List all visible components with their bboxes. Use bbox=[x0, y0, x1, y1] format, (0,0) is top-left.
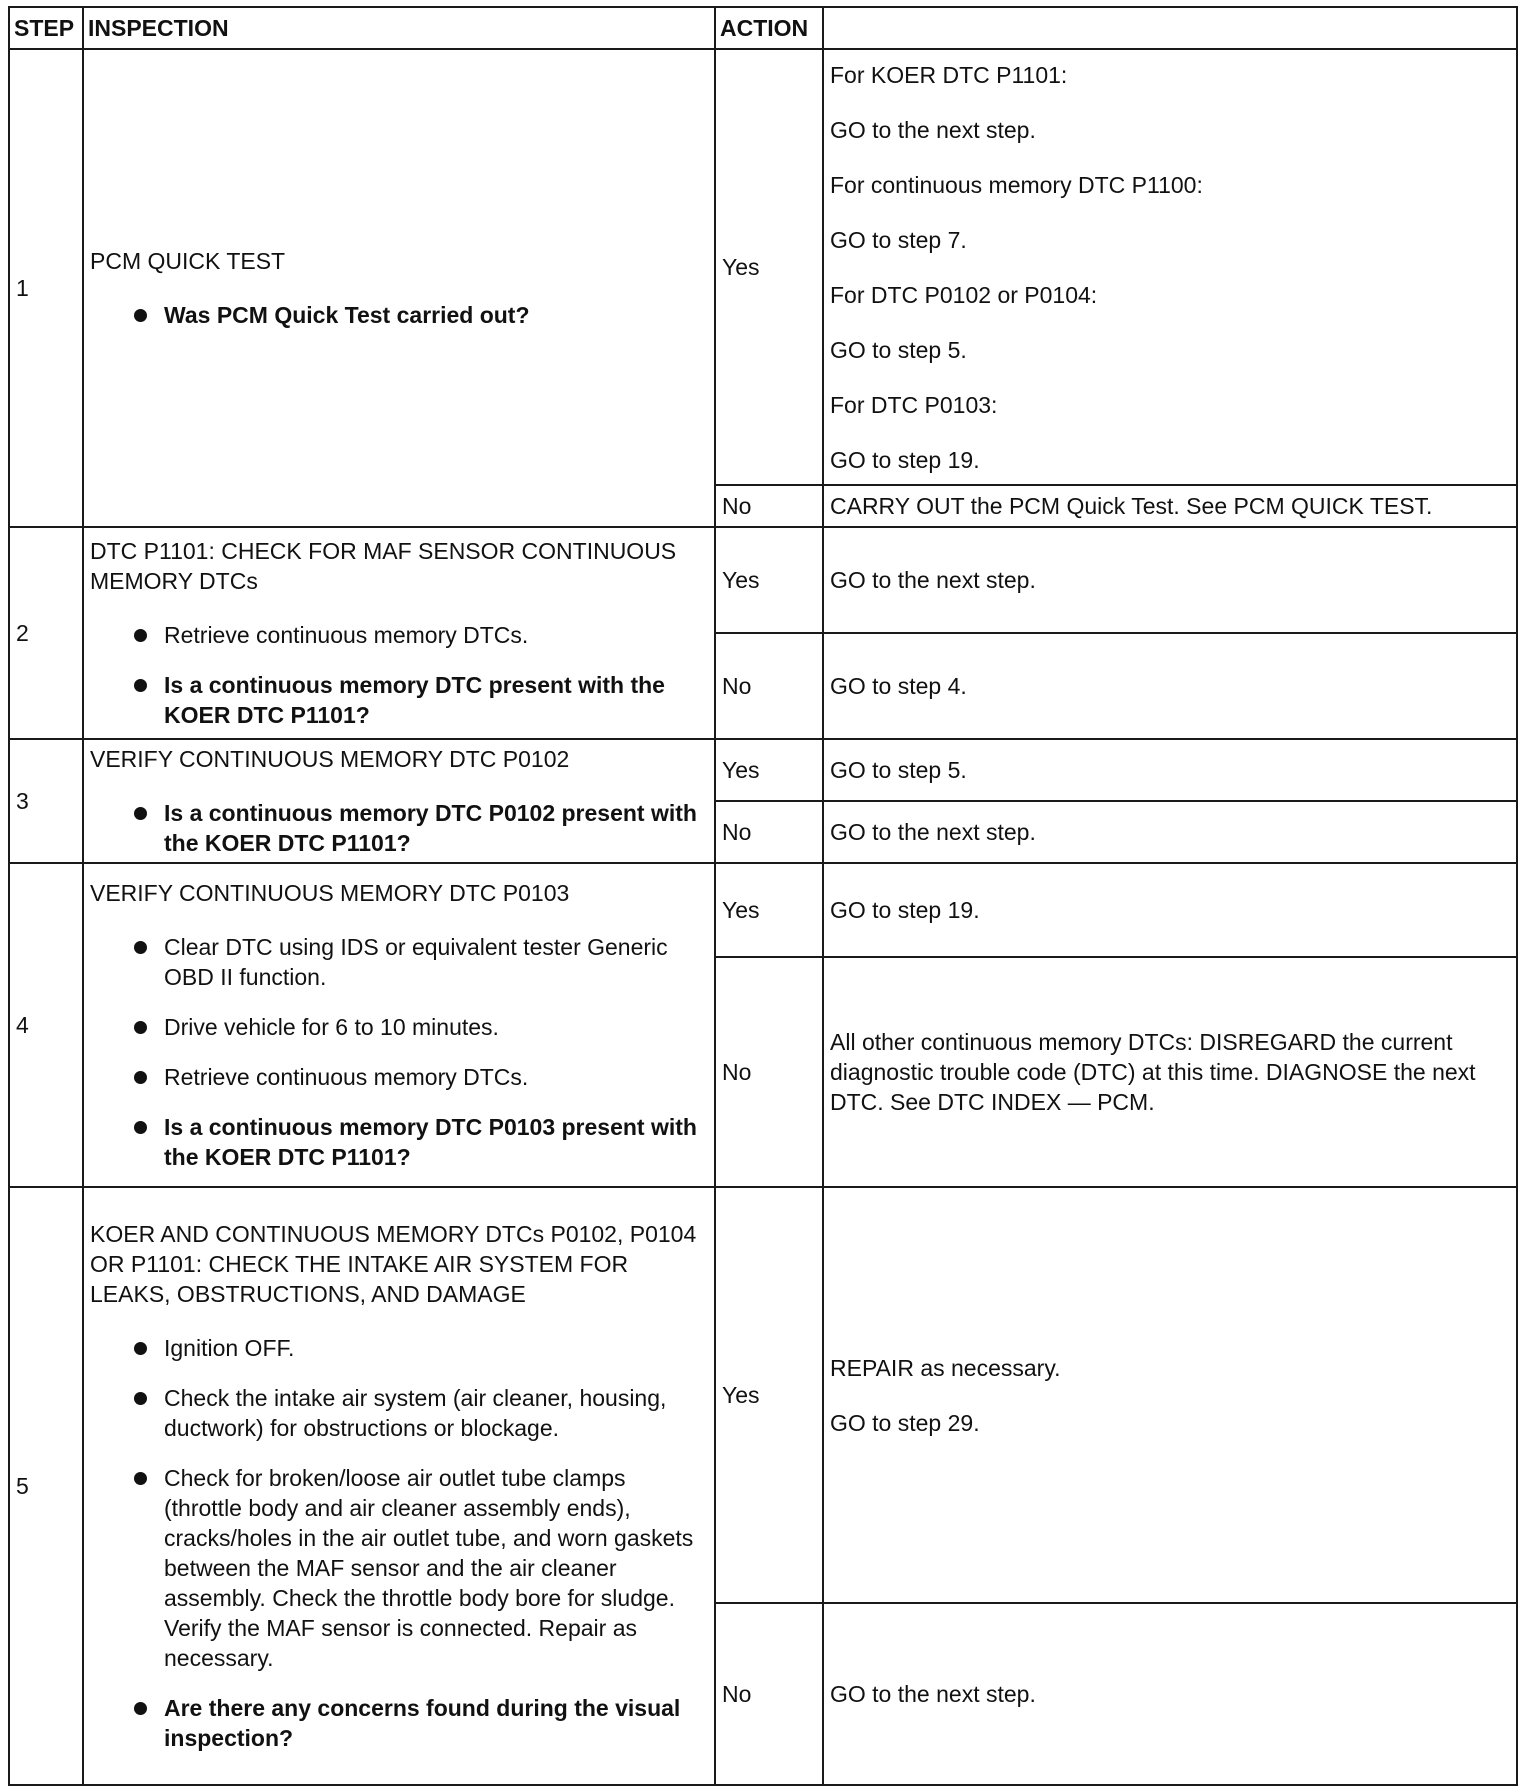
inspection-question: Are there any concerns found during the visual inspection? bbox=[130, 1693, 708, 1753]
inspection-title: VERIFY CONTINUOUS MEMORY DTC P0103 bbox=[90, 880, 570, 906]
action-line: REPAIR as necessary. bbox=[830, 1354, 1061, 1381]
inspection-bullets bbox=[90, 300, 708, 330]
no-action: GO to the next step. bbox=[823, 1603, 1517, 1785]
table-row bbox=[9, 1187, 1517, 1603]
inspection-question: Is a continuous memory DTC P0102 present with the KOER DTC P1101? bbox=[130, 798, 708, 858]
diagnostic-table bbox=[8, 6, 1518, 1786]
step-number: 3 bbox=[9, 739, 83, 863]
inspection-cell bbox=[83, 1187, 715, 1785]
action-line: For DTC P0102 or P0104: bbox=[830, 281, 1098, 308]
action-line: GO to the next step. bbox=[830, 116, 1036, 143]
inspection-question: Is a continuous memory DTC present with the KOER DTC P1101? bbox=[130, 670, 708, 730]
table-row bbox=[9, 527, 1517, 633]
header-action: ACTION bbox=[715, 7, 823, 49]
no-label: No bbox=[715, 485, 823, 527]
inspection-bullet: Clear DTC using IDS or equivalent tester Generic OBD II function. bbox=[130, 932, 708, 992]
yes-action: GO to step 19. bbox=[823, 863, 1517, 957]
table-row bbox=[9, 739, 1517, 801]
header-result bbox=[823, 7, 1517, 49]
inspection-bullets bbox=[90, 798, 708, 858]
step-number: 5 bbox=[9, 1187, 83, 1785]
no-action: All other continuous memory DTCs: DISREGARD the current diagnostic trouble code (DTC) at this time. DIAGNOSE the next DTC. See DTC INDEX — PCM. bbox=[823, 957, 1517, 1187]
step-number: 2 bbox=[9, 527, 83, 739]
inspection-title: KOER AND CONTINUOUS MEMORY DTCs P0102, P0104 OR P1101: CHECK THE INTAKE AIR SYSTEM FOR LEAKS, OBSTRUCTIONS, AND DAMAGE bbox=[90, 1221, 697, 1307]
yes-label: Yes bbox=[715, 739, 823, 801]
inspection-bullets bbox=[90, 620, 708, 730]
action-line: For KOER DTC P1101: bbox=[830, 61, 1068, 88]
inspection-bullet: Retrieve continuous memory DTCs. bbox=[130, 620, 708, 650]
yes-label: Yes bbox=[715, 527, 823, 633]
inspection-cell bbox=[83, 863, 715, 1187]
step-number: 1 bbox=[9, 49, 83, 527]
no-action: CARRY OUT the PCM Quick Test. See PCM QUICK TEST. bbox=[823, 485, 1517, 527]
no-label: No bbox=[715, 1603, 823, 1785]
action-line: For continuous memory DTC P1100: bbox=[830, 171, 1203, 198]
inspection-bullets bbox=[90, 1333, 708, 1753]
header-step: STEP bbox=[9, 7, 83, 49]
inspection-bullets bbox=[90, 932, 708, 1172]
action-line: For DTC P0103: bbox=[830, 391, 998, 418]
table-row bbox=[9, 49, 1517, 485]
header-inspection: INSPECTION bbox=[83, 7, 715, 49]
inspection-title: VERIFY CONTINUOUS MEMORY DTC P0102 bbox=[90, 746, 570, 772]
table-row bbox=[9, 863, 1517, 957]
action-line: GO to step 5. bbox=[830, 336, 967, 363]
inspection-cell bbox=[83, 739, 715, 863]
yes-action: GO to the next step. bbox=[823, 527, 1517, 633]
header-row bbox=[9, 7, 1517, 49]
yes-label: Yes bbox=[715, 1187, 823, 1603]
action-line: GO to step 29. bbox=[830, 1409, 980, 1436]
action-line: GO to step 7. bbox=[830, 226, 967, 253]
no-label: No bbox=[715, 957, 823, 1187]
inspection-bullet: Check the intake air system (air cleaner, housing, ductwork) for obstructions or blockage. bbox=[130, 1383, 708, 1443]
inspection-bullet: Ignition OFF. bbox=[130, 1333, 708, 1363]
inspection-title: DTC P1101: CHECK FOR MAF SENSOR CONTINUOUS MEMORY DTCs bbox=[90, 538, 677, 594]
no-label: No bbox=[715, 801, 823, 863]
action-line: GO to step 19. bbox=[830, 446, 980, 473]
no-label: No bbox=[715, 633, 823, 739]
yes-action bbox=[823, 1187, 1517, 1603]
inspection-cell bbox=[83, 527, 715, 739]
no-action: GO to step 4. bbox=[823, 633, 1517, 739]
yes-label: Yes bbox=[715, 863, 823, 957]
inspection-bullet: Retrieve continuous memory DTCs. bbox=[130, 1062, 708, 1092]
inspection-question: Is a continuous memory DTC P0103 present with the KOER DTC P1101? bbox=[130, 1112, 708, 1172]
inspection-bullet: Check for broken/loose air outlet tube clamps (throttle body and air cleaner assembly ends), cracks/holes in the air outlet tube, and worn gaskets between the MAF sensor and the air cleaner assembly. Check the throttle body bore for sludge. Verify the MAF sensor is connected. Repair as necessary. bbox=[130, 1463, 708, 1673]
step-number: 4 bbox=[9, 863, 83, 1187]
yes-label: Yes bbox=[715, 49, 823, 485]
inspection-title: PCM QUICK TEST bbox=[90, 248, 286, 274]
yes-action: GO to step 5. bbox=[823, 739, 1517, 801]
yes-action bbox=[823, 49, 1517, 485]
inspection-bullet: Drive vehicle for 6 to 10 minutes. bbox=[130, 1012, 708, 1042]
inspection-cell bbox=[83, 49, 715, 527]
inspection-question: Was PCM Quick Test carried out? bbox=[130, 300, 708, 330]
diagnostic-table-sheet bbox=[8, 6, 1518, 1786]
no-action: GO to the next step. bbox=[823, 801, 1517, 863]
